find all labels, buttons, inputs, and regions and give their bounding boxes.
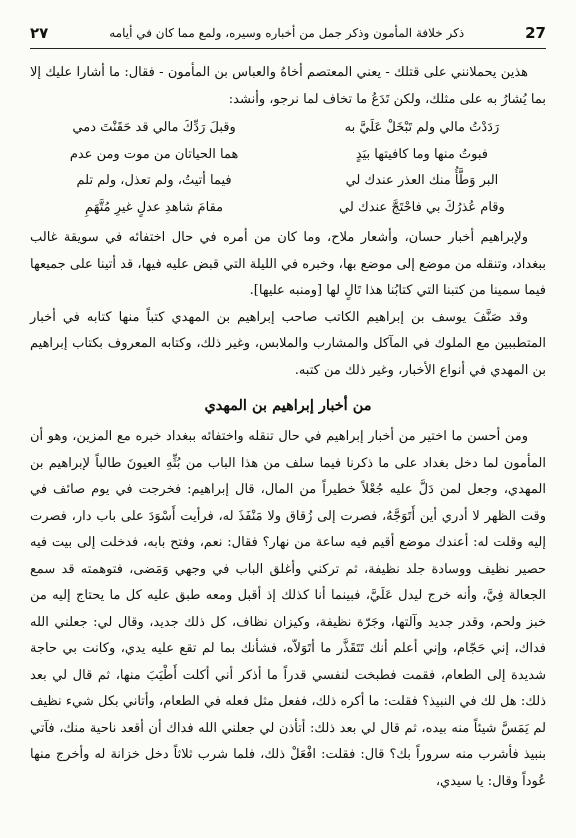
page-body <box>30 60 546 838</box>
paragraph: هذين يحملانني على قتلك - يعني المعتصم أخاهُ والعباس بن المأمون - فقال: ما أشارا عليك إلا بما يُشارُ به على مثلك، ولكن تَدَعُ ما تخاف لما نرجو، وأنشد: <box>30 65 546 107</box>
page-number-arabic: ٢٧ <box>30 24 49 42</box>
running-title: ذكر خلافة المأمون وذكر جمل من أخباره وسيره، ولمع مما كان في أيامه <box>109 26 465 40</box>
hemistich-second: وقبلَ رَدِّكَ مالي قد حَقَنْتَ دمي <box>72 120 236 135</box>
paragraph: وقد صَنَّفَ يوسف بن إبراهيم الكاتب صاحب إبراهيم بن المهدي كتباً منها كتابه في أخبار المتطببين مع الملوك في المآكل والمشارب والملابس، وغير ذلك، وكتابه المعروف بكتاب إبراهيم بن المهدي في أنواع الأخبار، وغير ذلك من كتبه. <box>30 309 546 378</box>
section-heading: من أخبار إبراهيم بن المهدي <box>204 397 372 414</box>
paragraph: ولإبراهيم أخبار حسان، وأشعار ملاح، وما كان من أمره في حال اختفائه في سويقة غالب ببغداد، وتنقله من موضع إلى موضع بها، وخبره في الليلة التي قبض عليه فيها، قد أتينا على جميعها فيما سمينا من كتبنا التي كتابُنا هذا تَالٍ لها [ومنبه عليها]. <box>30 230 546 298</box>
poem <box>34 115 542 221</box>
poem-verse <box>34 195 542 222</box>
poem-verse <box>34 168 542 195</box>
hemistich-first: البر وَطَّأُ منك العذر عندك لي <box>345 173 499 188</box>
hemistich-second: فيما أتيتُ، ولم تعذل، ولم تلم <box>76 173 232 188</box>
poem-verse <box>34 142 542 169</box>
running-header <box>30 18 546 49</box>
hemistich-second: مقامَ شاهدِ عدلٍ غيرِ مُتَّهَمِ <box>85 199 224 215</box>
hemistich-first: رَدَدْتُ مالي ولم تَبْخَلْ عَلَيَّ به <box>344 120 500 135</box>
page-number: 27 <box>525 24 546 42</box>
paragraph: ومن أحسن ما اختير من أخبار إبراهيم في حال تنقله واختفائه ببغداد خبره مع المزين، وهو أن المأمون لما دخل بغداد على ما ذكرنا فيما سلف من هذا الباب من بُثِّهِ العيونَ طالباً لإبراهيم بن المهدي، وجعل لمن دَلَّ عليه جُعْلاً خطيراً من المال، قال إبراهيم: فخرجت في يوم صائف في وقت الظهر لا أدري أين أَتَوَجَّهُ، فصرت إلى زُقاق ولا مَنْفَذَ له، فرأيت أَسْوَدَ على باب دار، فصرت إليه وقلت له: أعندك موضع أقيم فيه ساعة من نهار؟ فقال: نعم، وفتح بابه، فدخلت إلى بيت فيه حصير نظيف ووسادة جلد نظيفة، ثم تركني وأغلق الباب في وجهي وَمَضى، فتوهمته قد سمع الجعالة فِيَّ، وأنه خرج ليدل عَلَيَّ، فبينما أنا كذلك إذ أقبل ومعه طبق عليه كل ما يحتاج إليه من خبز ولحم، وقدر جديد وآلتها، وجَرّة نظيفة، وكيزان نظاف، كل ذلك جديد، وقال لي: جعلني الله فداك، إني حَجّام، وإني أعلم أنك تَتَقَذَّر ما أتَوَلاّه، فشأنك بما لم تقع عليه يدي، وكانت بي حاجة شديدة إلى الطعام، فقمت فطبخت لنفسي قدراً ما أذكر أني أكلت أَطْيَبَ منها، ثم قال لي بعد ذلك: هل لك في النبيذ؟ فقلت: ما أكره ذلك، ففعل مثل فعله في الطعام، وأتاني بكل شيء نظيف لم يَمَسَّ شيئاً منه بيده، ثم قال لي بعد ذلك: أتأذن لي جعلني الله فداك أن أقعد ناحية منك، فآتي بنبيذ فأشرب منه سروراً بك؟ قال: فقلت: افْعَلْ ذلك، فلما شرب ثلاثاً دخل خزانة له وأخرج منها عُوداً وقال: يا سيدي، <box>30 429 546 789</box>
hemistich-second: هما الحياتان من موت ومن عدم <box>69 146 239 162</box>
hemistich-first: فبوتُ منها وما كافيتها بيَدٍ <box>355 146 489 162</box>
hemistich-first: وقام عُذرُكَ بي فاحْتَجَّ عندك لي <box>339 199 505 215</box>
poem-verse <box>34 115 542 142</box>
